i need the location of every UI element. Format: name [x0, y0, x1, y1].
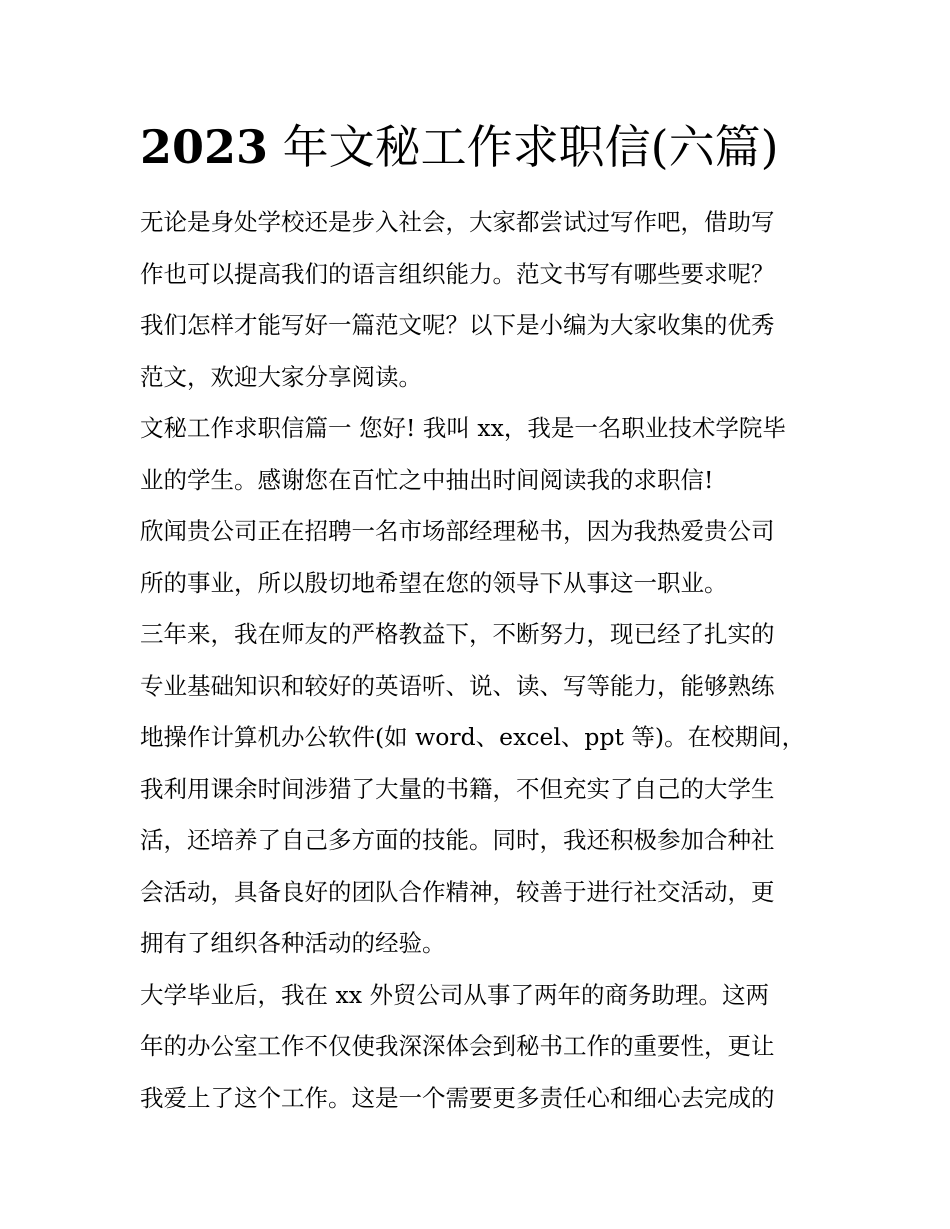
paragraph-experience: [140, 970, 812, 1125]
text-line: 专业基础知识和较好的英语听、说、读、写等能力，能够熟练: [140, 671, 775, 700]
paragraph-intro: [140, 197, 812, 403]
text-line: 我爱上了这个工作。这是一个需要更多责任心和细心去完成的: [140, 1083, 775, 1112]
text-line: 我们怎样才能写好一篇范文呢？以下是小编为大家收集的优秀: [140, 311, 775, 339]
text-line: 拥有了组织各种活动的经验。: [140, 929, 446, 957]
paragraph-skills: [140, 609, 812, 970]
paragraph-motivation: [140, 506, 812, 609]
text-line: 三年来，我在师友的严格教益下，不断努力，现已经了扎实的: [140, 620, 775, 648]
document-title: [140, 116, 840, 178]
text-line: 无论是身处学校还是步入社会，大家都尝试过写作吧，借助写: [140, 208, 775, 236]
text-line: 范文，欢迎大家分享阅读。: [140, 362, 422, 391]
text-line: 大学毕业后，我在 xx 外贸公司从事了两年的商务助理。这两: [140, 980, 769, 1009]
text-line: 年的办公室工作不仅使我深深体会到秘书工作的重要性，更让: [140, 1032, 775, 1060]
text-line: 地操作计算机办公软件(如 word、excel、ppt 等)。在校期间，: [140, 723, 806, 751]
text-line: 文秘工作求职信篇一 您好! 我叫 xx，我是一名职业技术学院毕: [140, 414, 786, 442]
text-line: 作也可以提高我们的语言组织能力。范文书写有哪些要求呢？: [140, 259, 775, 288]
title-year: 2023: [140, 120, 269, 174]
text-line: 所的事业，所以殷切地希望在您的领导下从事这一职业。: [140, 568, 728, 597]
text-line: 会活动，具备良好的团队合作精神，较善于进行社交活动，更: [140, 877, 775, 906]
paragraph-greeting: [140, 403, 812, 506]
document-body: [140, 197, 812, 1124]
title-text: 年文秘工作求职信(六篇): [282, 120, 779, 174]
text-line: 业的学生。感谢您在百忙之中抽出时间阅读我的求职信!: [140, 465, 714, 494]
text-line: 活，还培养了自己多方面的技能。同时，我还积极参加合种社: [140, 826, 775, 854]
text-line: 我利用课余时间涉猎了大量的书籍，不但充实了自己的大学生: [140, 774, 775, 803]
text-line: 欣闻贵公司正在招聘一名市场部经理秘书，因为我热爱贵公司: [140, 517, 775, 545]
